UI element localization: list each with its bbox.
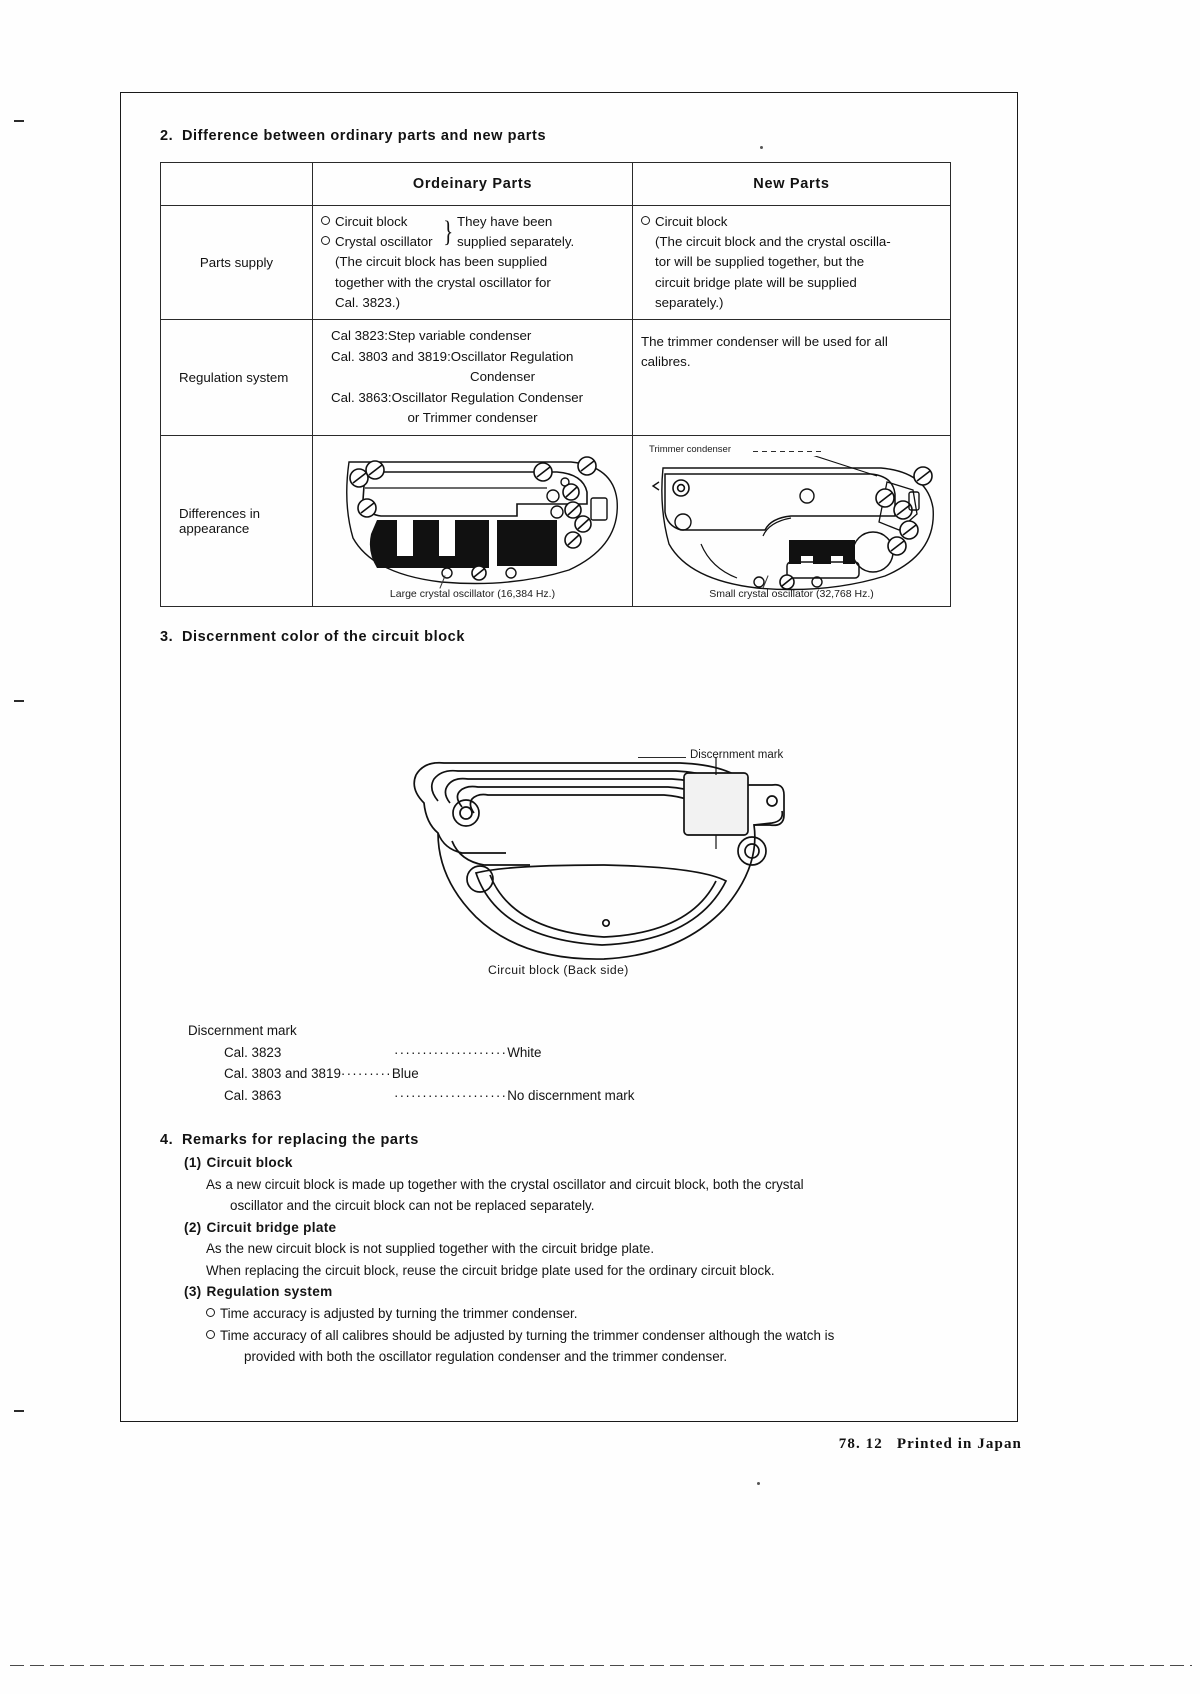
note-line: (The circuit block and the crystal oscilla- [655, 234, 891, 250]
discernment-cal: Cal. 3823 [224, 1044, 282, 1060]
discernment-cal: Cal. 3803 and 3819 [224, 1066, 341, 1082]
leader-dots: ········· [340, 1066, 392, 1082]
section-3-diagram-area [160, 657, 990, 1002]
scan-edge-tick [14, 700, 24, 702]
discernment-row [224, 1085, 990, 1107]
column-header-blank [161, 163, 313, 206]
cell-regulation-new [633, 320, 951, 436]
circle-bullet-icon [206, 1330, 215, 1339]
bullet-crystal-oscillator [321, 234, 433, 249]
bullet-text: Crystal oscillator [335, 234, 433, 250]
section-4-item-1-body-line-1: As a new circuit block is made up together with the crystal oscillator and circuit block, both the crystal [206, 1176, 804, 1192]
new-note [641, 232, 942, 313]
caption-ordinary-oscillator: Large crystal oscillator (16,384 Hz.) [321, 588, 624, 600]
regulation-line: calibres. [641, 354, 691, 370]
brace-bullets [321, 212, 433, 252]
circle-bullet-icon [321, 236, 330, 245]
caption-circuit-block-back-side: Circuit block (Back side) [488, 963, 629, 978]
note-line: tor will be supplied together, but the [655, 254, 865, 270]
row-label-differences-appearance [161, 436, 313, 607]
row-label-line: appearance [179, 521, 250, 537]
item-title: Circuit block [206, 1155, 293, 1171]
note-line: separately.) [655, 294, 724, 310]
table-row-parts-supply [161, 206, 951, 320]
row-label-parts-supply: Parts supply [161, 206, 313, 320]
column-header-ordinary-parts: Ordeinary Parts [313, 163, 633, 206]
caption-new-oscillator: Small crystal oscillator (32,768 Hz.) [641, 588, 942, 600]
item-title: Regulation system [206, 1284, 333, 1300]
table-row-differences-appearance [161, 436, 951, 607]
ordinary-circuit-block-drawing [321, 442, 641, 588]
bullet-text: Circuit block [335, 214, 408, 229]
discernment-color: Blue [391, 1066, 419, 1082]
brace-line-1: They have been [456, 214, 553, 229]
footer-date: 78. 12 [838, 1436, 883, 1452]
curly-brace-icon: } [442, 215, 453, 248]
note-line: circuit bridge plate will be supplied [655, 274, 857, 290]
table-header-row [161, 163, 951, 206]
discernment-color: No discernment mark [507, 1088, 635, 1104]
bullet-circuit-block [321, 214, 407, 229]
section-4-heading [160, 1129, 990, 1152]
section-2-number: 2. [160, 128, 174, 144]
footer-printed-in: Printed in Japan [896, 1436, 1022, 1452]
comparison-table [160, 162, 951, 607]
page-footer [839, 1436, 1022, 1453]
scan-bottom-edge [10, 1665, 1192, 1666]
section-4-item-3-bullet-2 [206, 1325, 990, 1368]
regulation-line: Cal. 3803 and 3819:Oscillator Regulation [331, 348, 574, 364]
section-3-heading [160, 629, 990, 645]
section-2-title: Difference between ordinary parts and new parts [181, 128, 547, 144]
brace-annotation [457, 212, 574, 252]
section-4-item-2-heading [184, 1217, 990, 1239]
regulation-line: or Trimmer condenser [407, 410, 538, 426]
section-4-number: 4. [160, 1131, 174, 1148]
section-4-item-1-body-line-2: oscillator and the circuit block can not be replaced separately. [230, 1198, 595, 1214]
section-4-item-2-body-line-1: As the new circuit block is not supplied together with the circuit bridge plate. [206, 1241, 655, 1257]
section-2-heading [160, 128, 990, 144]
brace-line-2: supplied separately. [456, 234, 575, 250]
circuit-block-back-side-drawing [380, 749, 940, 979]
scan-speck [757, 1482, 760, 1485]
note-line: Cal. 3823.) [335, 294, 401, 310]
discernment-list-title: Discernment mark [188, 1023, 297, 1039]
cell-regulation-ordinary [313, 320, 633, 436]
annotation-discernment-mark: Discernment mark [690, 749, 784, 762]
brace-group [321, 212, 624, 252]
regulation-line: The trimmer condenser will be used for all [641, 334, 888, 350]
section-4-item-3-bullet-1 [206, 1303, 990, 1324]
scan-edge-tick [14, 1410, 24, 1412]
discernment-mark-list [160, 1020, 990, 1107]
bullet-line-2: provided with both the oscillator regulation condenser and the trimmer condenser. [244, 1348, 728, 1364]
regulation-line: Cal 3823:Step variable condenser [331, 328, 532, 344]
section-3-title: Discernment color of the circuit block [181, 629, 465, 646]
circle-bullet-icon [206, 1308, 215, 1317]
note-line: (The circuit block has been supplied [335, 254, 548, 270]
discernment-color: White [507, 1044, 542, 1060]
new-circuit-block-drawing [641, 456, 961, 602]
bullet-text: Circuit block [655, 214, 728, 229]
column-header-new-parts: New Parts [633, 163, 951, 206]
circle-bullet-icon [641, 216, 650, 225]
row-label-regulation-system: Regulation system [161, 320, 313, 436]
item-title: Circuit bridge plate [206, 1219, 337, 1235]
row-label-line: Differences in [179, 506, 261, 522]
bullet-text: Time accuracy is adjusted by turning the trimmer condenser. [220, 1306, 578, 1322]
item-number: (1) [184, 1155, 202, 1171]
page-content [160, 128, 990, 1367]
bullet-text [220, 1325, 834, 1368]
section-4-title: Remarks for replacing the parts [181, 1131, 419, 1148]
item-number: (2) [184, 1219, 202, 1235]
regulation-line: Condenser [469, 369, 536, 385]
section-4-item-1-heading [184, 1152, 990, 1174]
note-line: together with the crystal oscillator for [335, 274, 551, 290]
annotation-trimmer-condenser: Trimmer condenser [649, 444, 732, 456]
discernment-cal: Cal. 3863 [224, 1088, 282, 1104]
bullet-line-1: Time accuracy of all calibres should be adjusted by turning the trimmer condenser although the watch is [220, 1327, 835, 1343]
regulation-line: Cal. 3863:Oscillator Regulation Condenser [331, 389, 584, 405]
section-4-item-3-heading [184, 1281, 990, 1303]
annotation-leader-dashes [753, 451, 825, 452]
leader-dots: ···················· [394, 1044, 508, 1060]
discernment-row [224, 1063, 990, 1085]
bullet-circuit-block-new [641, 212, 942, 232]
ordinary-note [321, 252, 624, 313]
diagram-new-movement [641, 442, 942, 588]
table-row-regulation-system [161, 320, 951, 436]
section-4 [160, 1129, 990, 1368]
diagram-ordinary-movement [321, 442, 624, 588]
section-4-item-2-body-line-2: When replacing the circuit block, reuse the circuit bridge plate used for the ordinary circuit block. [206, 1262, 775, 1278]
scan-edge-tick [14, 120, 24, 122]
circle-bullet-icon [321, 216, 330, 225]
leader-dots: ···················· [394, 1088, 508, 1104]
cell-parts-supply-new [633, 206, 951, 320]
cell-appearance-new [633, 436, 951, 607]
discernment-row [224, 1042, 990, 1064]
cell-parts-supply-ordinary [313, 206, 633, 320]
item-number: (3) [184, 1284, 202, 1300]
section-3-number: 3. [160, 629, 174, 646]
cell-appearance-ordinary [313, 436, 633, 607]
